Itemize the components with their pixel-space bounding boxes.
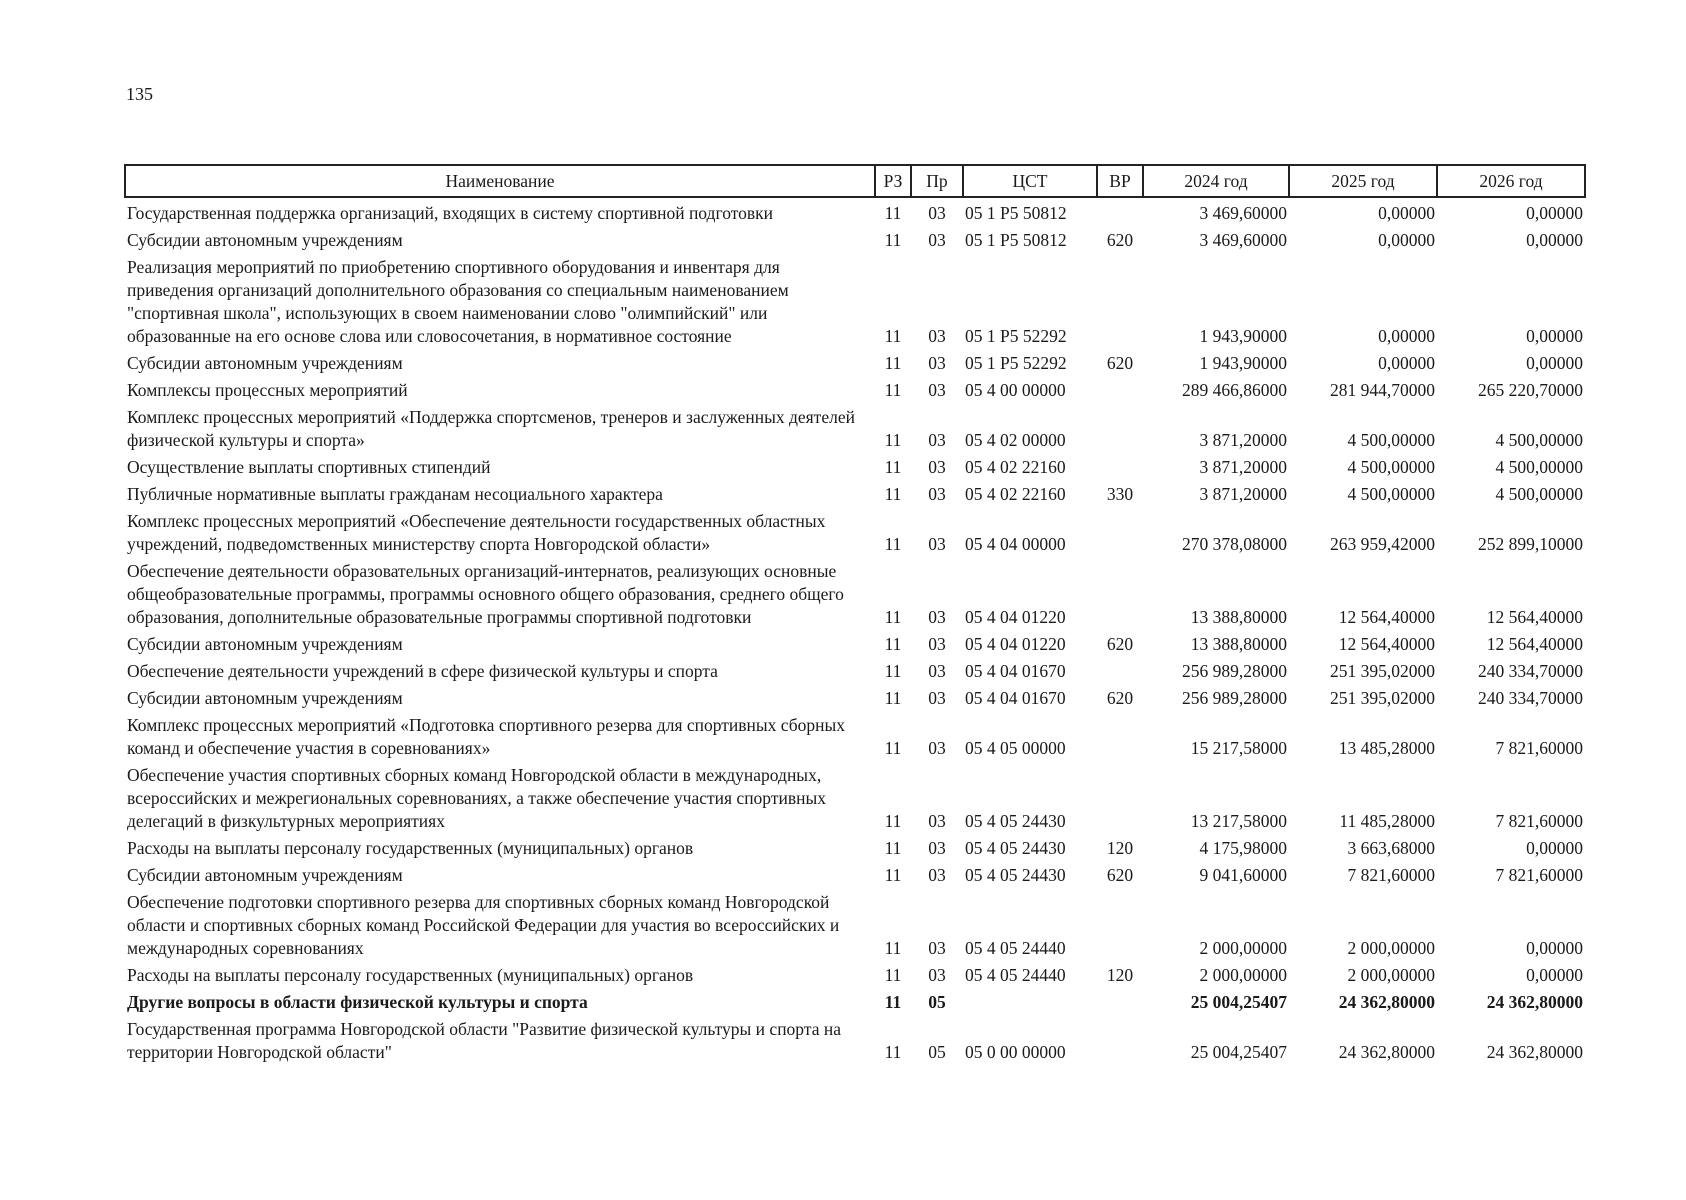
- cell-rz: 11: [884, 430, 902, 450]
- cell-2026: 7 821,60000: [1495, 811, 1583, 831]
- cell-vr: 620: [1106, 865, 1134, 885]
- cell-name: Другие вопросы в области физической культуры и спорта: [127, 992, 588, 1012]
- cell-name: Осуществление выплаты спортивных стипендий: [127, 457, 491, 477]
- cell-name: Субсидии автономным учреждениям: [127, 230, 403, 250]
- cell-2026: 0,00000: [1526, 326, 1583, 346]
- table-row: [125, 252, 1585, 348]
- cell-2025: 4 500,00000: [1347, 430, 1435, 450]
- table-row: [125, 683, 1585, 710]
- header-2025: 2025 год: [1289, 165, 1437, 197]
- cell-rz: 11: [884, 457, 902, 477]
- budget-table: [124, 164, 1586, 1064]
- cell-name: Обеспечение деятельности образовательных организаций-интернатов, реализующих основные общеобразовательные программы, программы основного общего образования, среднего общего образования, дополнительные образовательные программы спортивной подготовки: [127, 561, 844, 627]
- cell-pr: 03: [928, 634, 946, 654]
- cell-2025: 3 663,68000: [1347, 838, 1435, 858]
- cell-pr: 03: [928, 534, 946, 554]
- cell-vr: 620: [1106, 353, 1134, 373]
- cell-name: Обеспечение деятельности учреждений в сфере физической культуры и спорта: [127, 661, 718, 681]
- cell-name: Комплекс процессных мероприятий «Поддержка спортсменов, тренеров и заслуженных деятелей физической культуры и спорта»: [127, 407, 855, 450]
- cell-2026: 252 899,10000: [1478, 534, 1583, 554]
- table-row: [125, 402, 1585, 452]
- cell-pr: 03: [928, 938, 946, 958]
- cell-name: Субсидии автономным учреждениям: [127, 353, 403, 373]
- cell-pr: 03: [928, 661, 946, 681]
- cell-rz: 11: [884, 634, 902, 654]
- cell-pr: 03: [928, 838, 946, 858]
- cell-2025: 4 500,00000: [1347, 484, 1435, 504]
- cell-vr: [1097, 760, 1143, 833]
- header-rz: РЗ: [875, 165, 911, 197]
- cell-pr: 05: [928, 1042, 946, 1062]
- cell-2024: 13 388,80000: [1190, 634, 1287, 654]
- cell-rz: 11: [884, 938, 902, 958]
- cell-name: Обеспечение участия спортивных сборных команд Новгородской области в международных, всероссийских и межрегиональных соревнованиях, а также обеспечение участия спортивных делегаций в физкультурных мероприятиях: [127, 765, 826, 831]
- table-row: [125, 987, 1585, 1014]
- cell-vr: [1097, 556, 1143, 629]
- cell-2025: 12 564,40000: [1338, 607, 1435, 627]
- header-cst: ЦСТ: [963, 165, 1097, 197]
- cell-name: Государственная программа Новгородской области "Развитие физической культуры и спорта на территории Новгородской области": [127, 1019, 841, 1062]
- cell-2024: 3 871,20000: [1199, 457, 1287, 477]
- cell-pr: 03: [928, 607, 946, 627]
- cell-vr: [1097, 987, 1143, 1014]
- cell-pr: 03: [928, 965, 946, 985]
- cell-pr: 05: [928, 992, 946, 1012]
- cell-pr: 03: [928, 230, 946, 250]
- cell-vr: 620: [1106, 230, 1134, 250]
- cell-rz: 11: [884, 484, 902, 504]
- cell-vr: [1097, 452, 1143, 479]
- cell-pr: 03: [928, 326, 946, 346]
- cell-vr: 620: [1106, 634, 1134, 654]
- cell-rz: 11: [884, 992, 902, 1012]
- table-row: [125, 629, 1585, 656]
- cell-name: Расходы на выплаты персоналу государственных (муниципальных) органов: [127, 965, 694, 985]
- cell-name: Комплекс процессных мероприятий «Подготовка спортивного резерва для спортивных сборных команд и обеспечение участия в соревнованиях»: [127, 715, 846, 758]
- table-row: [125, 452, 1585, 479]
- table-row: [125, 760, 1585, 833]
- cell-pr: 03: [928, 203, 946, 223]
- cell-vr: [1097, 375, 1143, 402]
- cell-2025: 13 485,28000: [1338, 738, 1435, 758]
- cell-vr: [1097, 197, 1143, 225]
- cell-vr: [1097, 887, 1143, 960]
- cell-cst: 05 1 Р5 50812: [965, 203, 1067, 223]
- cell-2026: 4 500,00000: [1495, 430, 1583, 450]
- cell-cst: 05 4 04 01670: [965, 661, 1066, 681]
- cell-cst: 05 4 04 01220: [965, 634, 1066, 654]
- cell-2024: 289 466,86000: [1182, 380, 1287, 400]
- cell-rz: 11: [884, 380, 902, 400]
- cell-rz: 11: [884, 688, 902, 708]
- table-row: [125, 833, 1585, 860]
- table-row: [125, 960, 1585, 987]
- cell-2024: 256 989,28000: [1182, 661, 1287, 681]
- cell-2026: 0,00000: [1526, 965, 1583, 985]
- header-row: [125, 165, 1585, 197]
- cell-2025: 4 500,00000: [1347, 457, 1435, 477]
- cell-2024: 13 217,58000: [1190, 811, 1287, 831]
- cell-cst: 05 0 00 00000: [965, 1042, 1066, 1062]
- cell-cst: 05 4 02 22160: [965, 484, 1066, 504]
- cell-2026: 240 334,70000: [1478, 688, 1583, 708]
- cell-name: Расходы на выплаты персоналу государственных (муниципальных) органов: [127, 838, 694, 858]
- header-2026: 2026 год: [1437, 165, 1585, 197]
- cell-rz: 11: [884, 838, 902, 858]
- cell-rz: 11: [884, 203, 902, 223]
- cell-2025: 2 000,00000: [1347, 965, 1435, 985]
- cell-rz: 11: [884, 738, 902, 758]
- cell-pr: 03: [928, 353, 946, 373]
- header-2024: 2024 год: [1143, 165, 1289, 197]
- cell-cst: 05 1 Р5 52292: [965, 353, 1067, 373]
- cell-cst: 05 4 05 00000: [965, 738, 1066, 758]
- cell-2026: 265 220,70000: [1478, 380, 1583, 400]
- cell-2025: 2 000,00000: [1347, 938, 1435, 958]
- table-row: [125, 225, 1585, 252]
- cell-2024: 9 041,60000: [1199, 865, 1287, 885]
- cell-pr: 03: [928, 380, 946, 400]
- cell-2026: 0,00000: [1526, 353, 1583, 373]
- cell-2024: 4 175,98000: [1199, 838, 1287, 858]
- cell-2025: 0,00000: [1378, 203, 1435, 223]
- cell-2025: 0,00000: [1378, 230, 1435, 250]
- page-number: 135: [126, 84, 153, 104]
- cell-2024: 3 469,60000: [1199, 203, 1287, 223]
- cell-2026: 24 362,80000: [1486, 1042, 1583, 1062]
- cell-pr: 03: [928, 457, 946, 477]
- cell-rz: 11: [884, 865, 902, 885]
- table-row: [125, 375, 1585, 402]
- cell-rz: 11: [884, 661, 902, 681]
- cell-name: Комплексы процессных мероприятий: [127, 380, 408, 400]
- cell-cst: 05 4 05 24440: [965, 938, 1066, 958]
- cell-cst: [963, 987, 1097, 1014]
- cell-2026: 7 821,60000: [1495, 865, 1583, 885]
- cell-2024: 3 469,60000: [1199, 230, 1287, 250]
- cell-cst: 05 4 05 24430: [965, 838, 1066, 858]
- cell-2024: 3 871,20000: [1199, 430, 1287, 450]
- cell-vr: 120: [1106, 838, 1134, 858]
- cell-2026: 7 821,60000: [1495, 738, 1583, 758]
- cell-cst: 05 4 02 00000: [965, 430, 1066, 450]
- cell-2025: 12 564,40000: [1338, 634, 1435, 654]
- cell-rz: 11: [884, 230, 902, 250]
- table-row: [125, 348, 1585, 375]
- cell-cst: 05 4 05 24430: [965, 865, 1066, 885]
- cell-2024: 13 388,80000: [1190, 607, 1287, 627]
- table-row: [125, 1014, 1585, 1064]
- cell-name: Государственная поддержка организаций, входящих в систему спортивной подготовки: [127, 203, 774, 223]
- cell-rz: 11: [884, 811, 902, 831]
- cell-2026: 0,00000: [1526, 938, 1583, 958]
- cell-2026: 12 564,40000: [1486, 634, 1583, 654]
- cell-vr: [1097, 1014, 1143, 1064]
- cell-name: Субсидии автономным учреждениям: [127, 634, 403, 654]
- table-row: [125, 479, 1585, 506]
- cell-cst: 05 4 05 24440: [965, 965, 1066, 985]
- cell-2024: 2 000,00000: [1199, 965, 1287, 985]
- cell-2024: 2 000,00000: [1199, 938, 1287, 958]
- cell-name: Реализация мероприятий по приобретению спортивного оборудования и инвентаря для приведения организаций дополнительного образования со специальным наименованием "спортивная школа", использующих в своем наименовании слово "олимпийский" или образованные на его основе слова или словосочетания, в нормативное состояние: [127, 257, 789, 346]
- cell-2025: 263 959,42000: [1330, 534, 1435, 554]
- cell-2026: 4 500,00000: [1495, 457, 1583, 477]
- cell-pr: 03: [928, 688, 946, 708]
- cell-2024: 1 943,90000: [1199, 326, 1287, 346]
- cell-name: Обеспечение подготовки спортивного резерва для спортивных сборных команд Новгородской области и спортивных сборных команд Российской Федерации для участия во всероссийских и международных соревнованиях: [127, 892, 840, 958]
- header-name: Наименование: [125, 165, 875, 197]
- cell-name: Комплекс процессных мероприятий «Обеспечение деятельности государственных областных учреждений, подведомственных министерству спорта Новгородской области»: [127, 511, 826, 554]
- cell-vr: 120: [1106, 965, 1134, 985]
- cell-2024: 270 378,08000: [1182, 534, 1287, 554]
- cell-2025: 0,00000: [1378, 353, 1435, 373]
- table-row: [125, 656, 1585, 683]
- table-row: [125, 860, 1585, 887]
- table-row: [125, 197, 1585, 225]
- cell-2025: 11 485,28000: [1339, 811, 1435, 831]
- table-row: [125, 710, 1585, 760]
- cell-rz: 11: [884, 1042, 902, 1062]
- cell-2025: 251 395,02000: [1330, 688, 1435, 708]
- cell-2025: 281 944,70000: [1330, 380, 1435, 400]
- cell-vr: [1097, 506, 1143, 556]
- cell-cst: 05 4 02 22160: [965, 457, 1066, 477]
- table-row: [125, 506, 1585, 556]
- header-vr: ВР: [1097, 165, 1143, 197]
- cell-vr: [1097, 402, 1143, 452]
- cell-2025: 7 821,60000: [1347, 865, 1435, 885]
- cell-name: Субсидии автономным учреждениям: [127, 688, 403, 708]
- cell-cst: 05 1 Р5 52292: [965, 326, 1067, 346]
- cell-2024: 1 943,90000: [1199, 353, 1287, 373]
- cell-rz: 11: [884, 607, 902, 627]
- cell-2025: 24 362,80000: [1338, 1042, 1435, 1062]
- header-pr: Пр: [911, 165, 963, 197]
- cell-cst: 05 4 05 24430: [965, 811, 1066, 831]
- cell-2024: 15 217,58000: [1190, 738, 1287, 758]
- cell-cst: 05 4 04 01220: [965, 607, 1066, 627]
- cell-2026: 24 362,80000: [1486, 992, 1583, 1012]
- table-row: [125, 887, 1585, 960]
- cell-2026: 4 500,00000: [1495, 484, 1583, 504]
- cell-2025: 0,00000: [1378, 326, 1435, 346]
- cell-rz: 11: [884, 353, 902, 373]
- cell-vr: 330: [1106, 484, 1134, 504]
- cell-cst: 05 1 Р5 50812: [965, 230, 1067, 250]
- cell-2024: 25 004,25407: [1190, 1042, 1287, 1062]
- cell-rz: 11: [884, 534, 902, 554]
- cell-2025: 24 362,80000: [1338, 992, 1435, 1012]
- cell-cst: 05 4 04 00000: [965, 534, 1066, 554]
- cell-pr: 03: [928, 484, 946, 504]
- cell-pr: 03: [928, 865, 946, 885]
- cell-2024: 3 871,20000: [1199, 484, 1287, 504]
- cell-2026: 240 334,70000: [1478, 661, 1583, 681]
- table-row: [125, 556, 1585, 629]
- cell-name: Публичные нормативные выплаты гражданам несоциального характера: [127, 484, 663, 504]
- cell-name: Субсидии автономным учреждениям: [127, 865, 403, 885]
- cell-cst: 05 4 04 01670: [965, 688, 1066, 708]
- cell-2025: 251 395,02000: [1330, 661, 1435, 681]
- cell-rz: 11: [884, 965, 902, 985]
- cell-2026: 0,00000: [1526, 203, 1583, 223]
- cell-vr: [1097, 656, 1143, 683]
- cell-rz: 11: [884, 326, 902, 346]
- cell-2026: 0,00000: [1526, 838, 1583, 858]
- cell-vr: [1097, 710, 1143, 760]
- cell-pr: 03: [928, 811, 946, 831]
- cell-2024: 25 004,25407: [1190, 992, 1287, 1012]
- cell-pr: 03: [928, 430, 946, 450]
- cell-pr: 03: [928, 738, 946, 758]
- cell-vr: 620: [1106, 688, 1134, 708]
- cell-2026: 12 564,40000: [1486, 607, 1583, 627]
- cell-2024: 256 989,28000: [1182, 688, 1287, 708]
- cell-2026: 0,00000: [1526, 230, 1583, 250]
- cell-cst: 05 4 00 00000: [965, 380, 1066, 400]
- cell-vr: [1097, 252, 1143, 348]
